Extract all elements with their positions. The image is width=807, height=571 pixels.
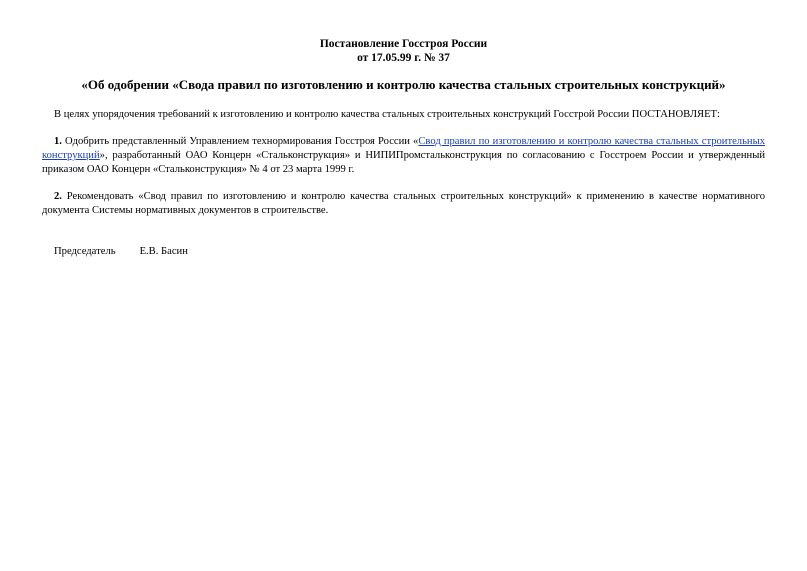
item-1-paragraph bbox=[42, 135, 765, 177]
signature-role: Председатель bbox=[54, 246, 116, 257]
item-1-number: 1. bbox=[54, 136, 62, 147]
item-2-text: Рекомендовать «Свод правил по изготовлению и контролю качества стальных строительных конструкций» к применению в качестве нормативного документа Системы нормативных документов в строительстве. bbox=[42, 191, 765, 216]
signature-block bbox=[54, 245, 188, 259]
item-2-paragraph bbox=[42, 190, 765, 218]
item-1-text-after: », разработанный ОАО Концерн «Стальконструкция» и НИПИПромстальконструкция по согласованию с Госстроем России и утвержденный приказом ОАО Концерн «Стальконструкция» № 4 от 23 марта 1999 г. bbox=[42, 150, 765, 175]
document-date-number: от 17.05.99 г. № 37 bbox=[357, 52, 450, 64]
item-2-number: 2. bbox=[54, 191, 62, 202]
document-title: «Об одобрении «Свода правил по изготовлению и контролю качества стальных строительных конструкций» bbox=[81, 77, 726, 92]
document-type-heading: Постановление Госстроя России bbox=[319, 38, 488, 50]
item-1-text-before: Одобрить представленный Управлением технормирования Госстроя России « bbox=[61, 136, 419, 147]
signature-name: Е.В. Басин bbox=[139, 246, 188, 257]
intro-paragraph: В целях упорядочения требований к изготовлению и контролю качества стальных строительных конструкций Госстрой России ПОСТАНОВЛЯЕТ: bbox=[54, 109, 720, 120]
svod-pravil-link[interactable]: Свод правил по изготовлению и контролю качества стальных строительных конструкций bbox=[42, 136, 766, 161]
